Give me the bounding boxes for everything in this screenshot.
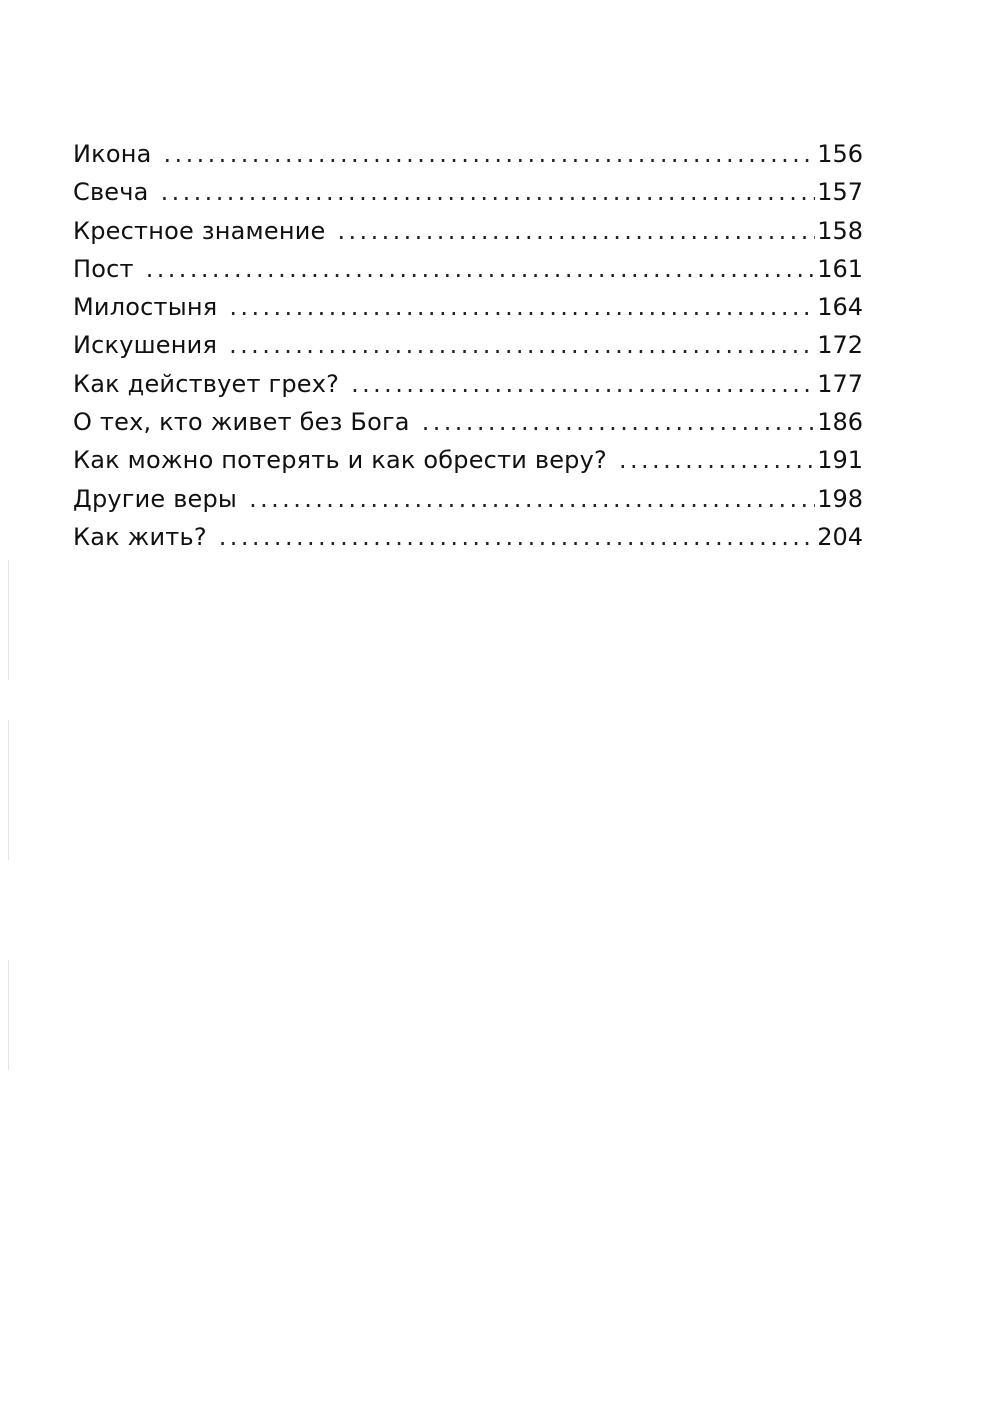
dot-leader <box>219 518 815 556</box>
toc-entry-title: Искушения <box>73 331 218 360</box>
dot-leader <box>229 288 815 326</box>
toc-entry-title: Милостыня <box>73 293 218 322</box>
toc-entry-title: Пост <box>73 254 134 283</box>
dot-leader <box>351 365 815 403</box>
toc-entry-page-number: 161 <box>817 254 863 283</box>
toc-entry <box>73 173 863 211</box>
toc-entry-title: Икона <box>73 140 152 168</box>
dot-leader <box>337 212 815 250</box>
scan-edge-mark <box>8 960 9 1070</box>
dot-leader <box>164 135 816 173</box>
toc-entry <box>73 480 863 518</box>
dot-leader <box>249 480 815 518</box>
dot-leader <box>619 441 815 479</box>
toc-entry-title: Свеча <box>73 178 149 207</box>
table-of-contents <box>73 135 863 556</box>
toc-entry <box>73 403 863 441</box>
toc-entry <box>73 326 863 364</box>
toc-entry-page-number: 164 <box>817 293 863 322</box>
dot-leader <box>422 403 816 441</box>
toc-entry-page-number: 204 <box>817 522 863 551</box>
toc-entry-page-number: 191 <box>817 446 863 475</box>
toc-entry-page-number: 158 <box>817 216 863 245</box>
toc-entry-title: О тех, кто живет без Бога <box>73 408 410 437</box>
toc-entry-title: Крестное знамение <box>73 216 326 245</box>
scan-edge-mark <box>8 720 9 860</box>
dot-leader <box>146 250 815 288</box>
toc-entry-page-number: 172 <box>817 331 863 360</box>
toc-entry <box>73 250 863 288</box>
toc-entry-title: Как действует грех? <box>73 369 340 398</box>
toc-entry-title: Как жить? <box>73 522 207 551</box>
scan-edge-mark <box>8 560 9 680</box>
toc-entry <box>73 441 863 479</box>
toc-entry <box>73 212 863 250</box>
toc-entry <box>73 135 863 173</box>
dot-leader <box>161 173 816 211</box>
toc-entry <box>73 365 863 403</box>
toc-entry <box>73 518 863 556</box>
toc-entry-page-number: 198 <box>817 484 863 513</box>
toc-entry-page-number: 177 <box>817 369 863 398</box>
toc-entry-page-number: 157 <box>817 178 863 207</box>
toc-entry-title: Другие веры <box>73 484 238 513</box>
toc-entry-page-number: 186 <box>817 408 863 437</box>
toc-entry-page-number: 156 <box>817 140 863 168</box>
toc-entry-title: Как можно потерять и как обрести веру? <box>73 446 607 475</box>
toc-entry <box>73 288 863 326</box>
dot-leader <box>229 326 815 364</box>
